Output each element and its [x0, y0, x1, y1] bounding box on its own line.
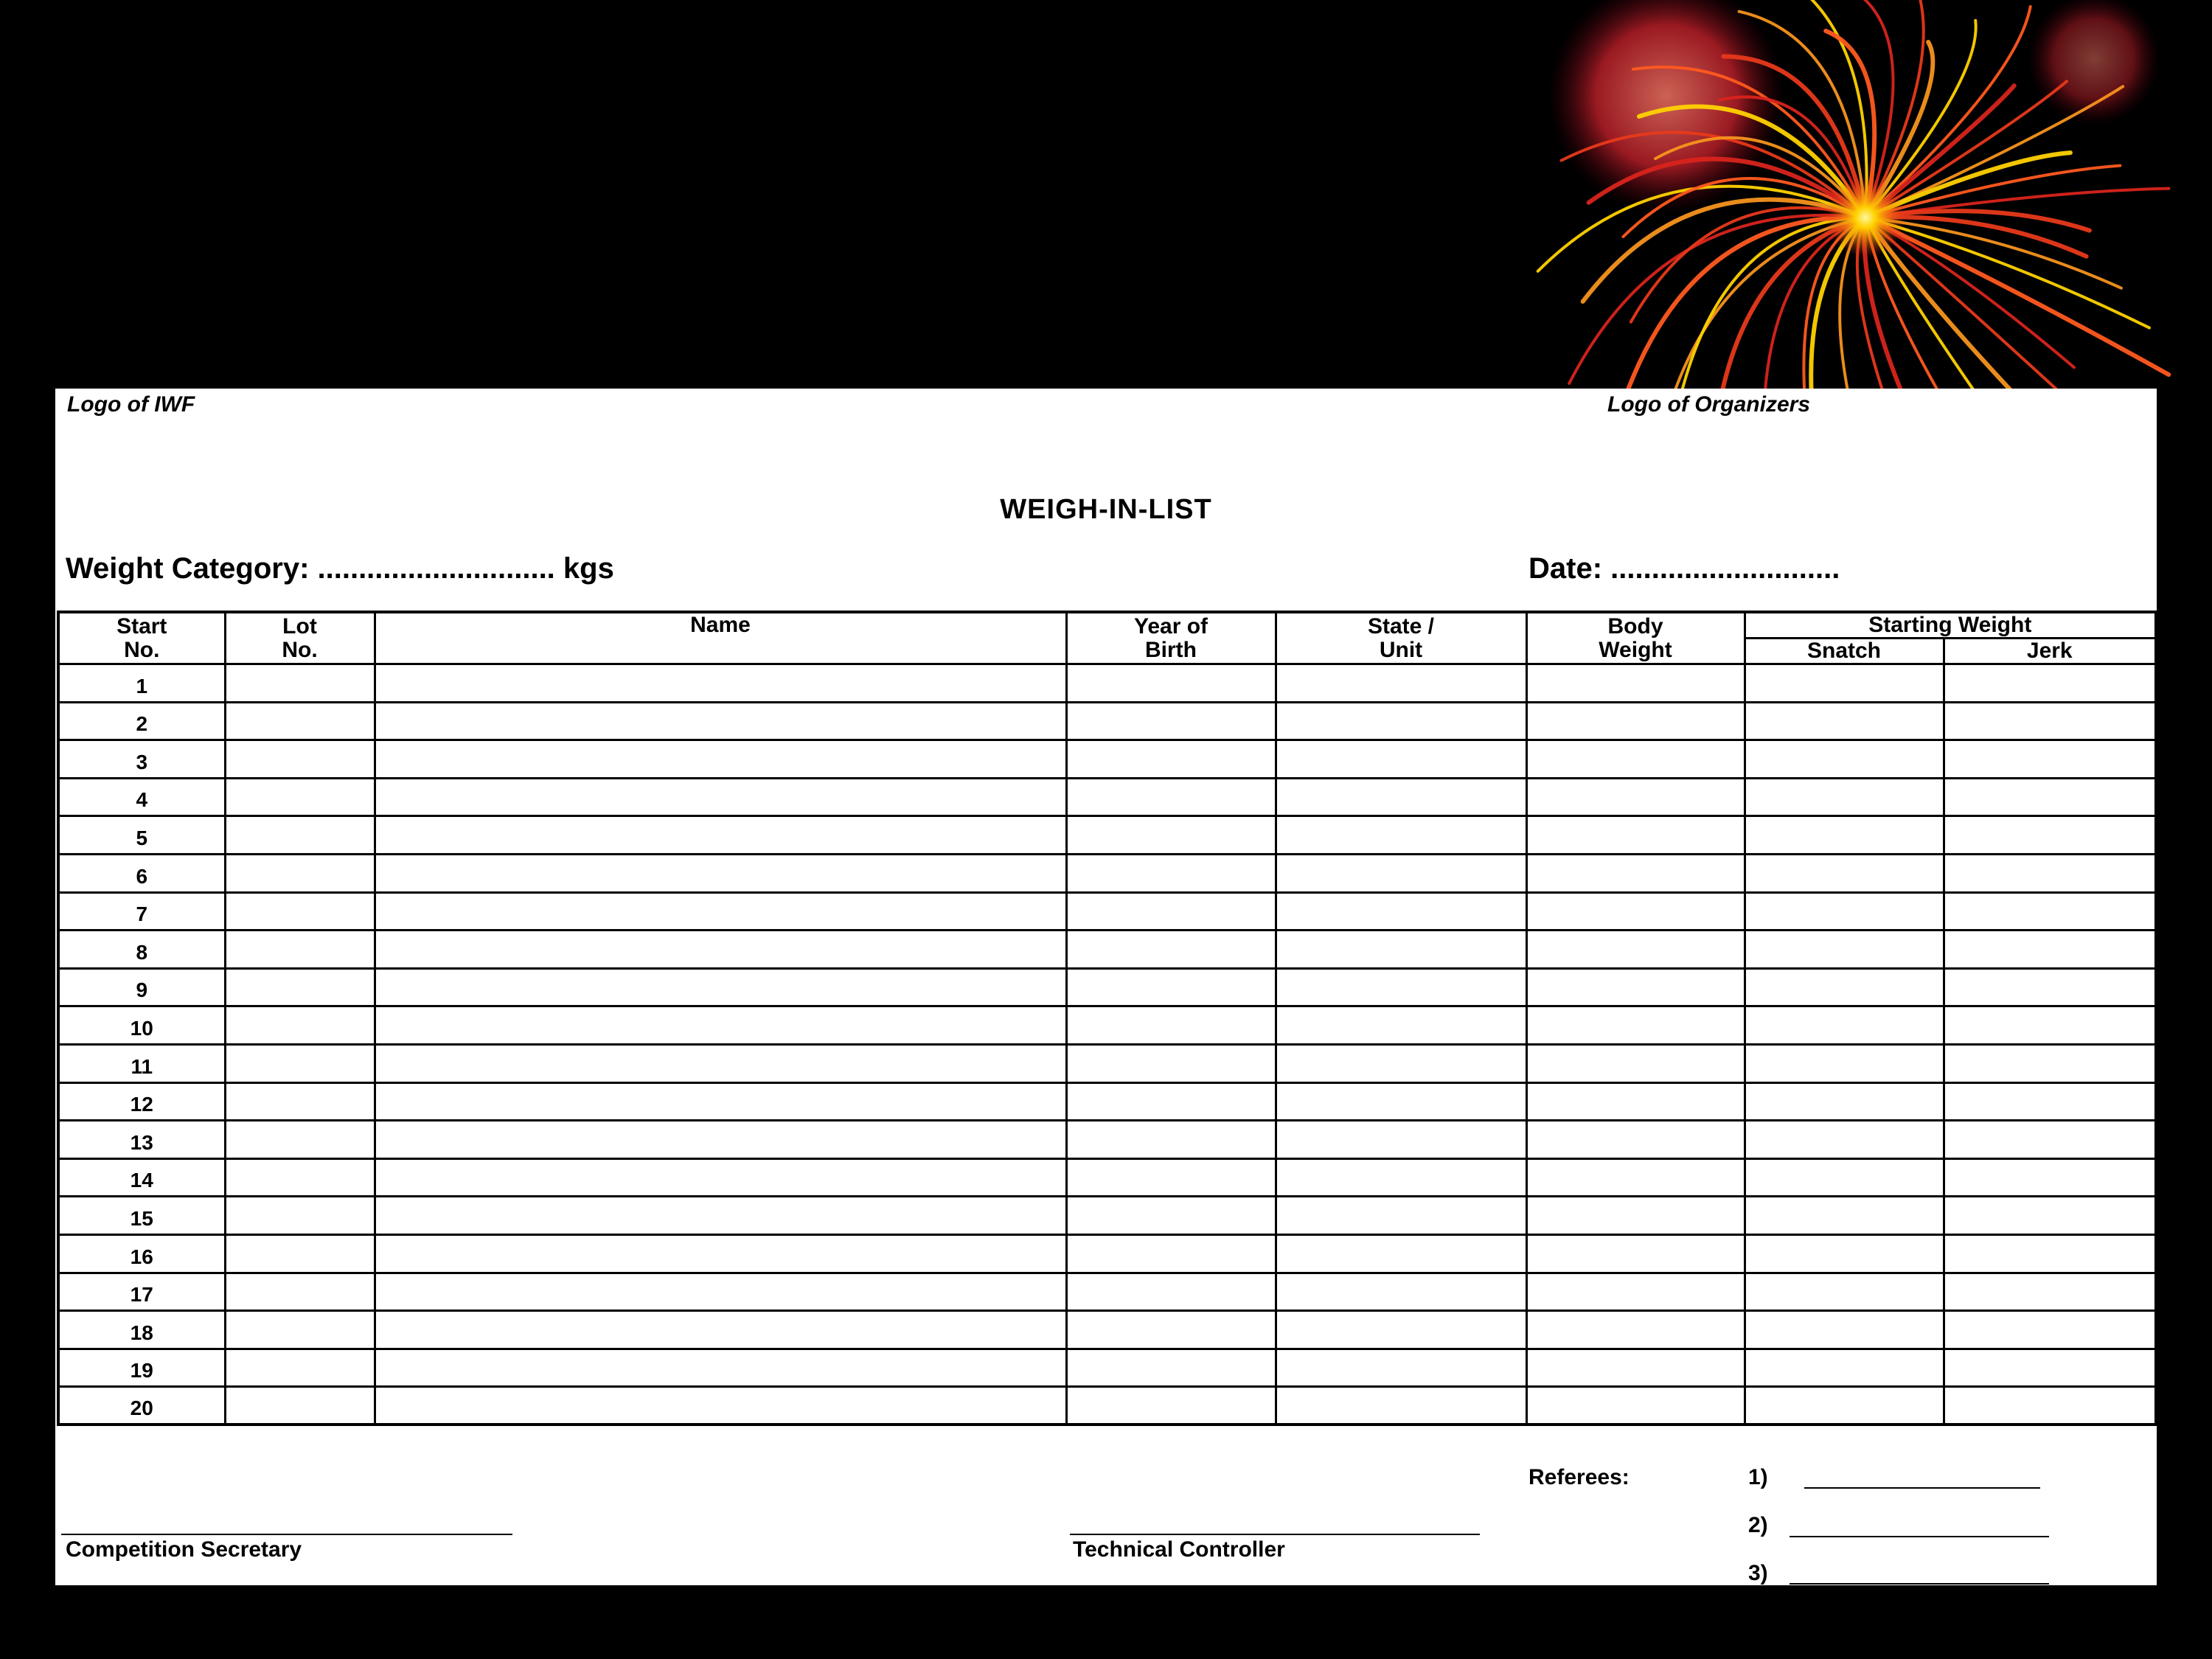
lot-no-cell: [225, 1121, 375, 1159]
header-name-label: Name: [690, 613, 751, 637]
table-row: [58, 1082, 2156, 1121]
name-cell: [375, 664, 1066, 703]
body-weight-cell: [1526, 740, 1745, 779]
state-unit-cell: [1276, 1349, 1526, 1387]
jerk-cell: [1944, 740, 2156, 779]
body-weight-cell: [1526, 1082, 1745, 1121]
snatch-cell: [1745, 1158, 1944, 1197]
jerk-cell: [1944, 1082, 2156, 1121]
name-cell: [375, 1349, 1066, 1387]
table-row: [58, 1044, 2156, 1082]
start-no-cell: 6: [58, 854, 225, 892]
state-unit-cell: [1276, 1082, 1526, 1121]
referee-3-signature-line: [1790, 1583, 2049, 1585]
state-unit-cell: [1276, 1121, 1526, 1159]
header-year-line1: Year of: [1133, 613, 1208, 639]
body-weight-cell: [1526, 1387, 1745, 1425]
weigh-in-table-body: [58, 664, 2156, 1425]
table-row: [58, 778, 2156, 816]
year-of-birth-cell: [1066, 1044, 1276, 1082]
body-weight-cell: [1526, 816, 1745, 855]
header-year-line2: Birth: [1145, 637, 1197, 662]
start-no-cell: 9: [58, 968, 225, 1006]
lot-no-cell: [225, 1234, 375, 1273]
state-unit-cell: [1276, 1311, 1526, 1349]
name-cell: [375, 1121, 1066, 1159]
logo-iwf-label: Logo of IWF: [67, 392, 195, 417]
body-weight-cell: [1526, 1158, 1745, 1197]
year-of-birth-cell: [1066, 854, 1276, 892]
lot-no-cell: [225, 778, 375, 816]
firework-core: [1825, 177, 1906, 258]
sheet-title: WEIGH-IN-LIST: [1000, 494, 1212, 525]
name-cell: [375, 1044, 1066, 1082]
body-weight-cell: [1526, 1197, 1745, 1235]
jerk-cell: [1944, 1121, 2156, 1159]
state-unit-cell: [1276, 1044, 1526, 1082]
year-of-birth-cell: [1066, 816, 1276, 855]
header-body-line1: Body: [1607, 613, 1663, 639]
name-cell: [375, 968, 1066, 1006]
year-of-birth-cell: [1066, 1158, 1276, 1197]
state-unit-cell: [1276, 702, 1526, 740]
logo-organizers-label: Logo of Organizers: [1607, 392, 1811, 417]
name-cell: [375, 931, 1066, 969]
lot-no-cell: [225, 1311, 375, 1349]
body-weight-cell: [1526, 892, 1745, 931]
snatch-cell: [1745, 1273, 1944, 1311]
lot-no-cell: [225, 1158, 375, 1197]
lot-no-cell: [225, 854, 375, 892]
snatch-cell: [1745, 1121, 1944, 1159]
jerk-cell: [1944, 1044, 2156, 1082]
header-starting-weight: Starting Weight: [1745, 612, 2156, 639]
start-no-cell: 2: [58, 702, 225, 740]
year-of-birth-cell: [1066, 1082, 1276, 1121]
jerk-cell: [1944, 1311, 2156, 1349]
lot-no-cell: [225, 892, 375, 931]
header-start-no-line1: Start: [116, 613, 167, 639]
jerk-cell: [1944, 664, 2156, 703]
header-lot-no: [225, 612, 375, 664]
lot-no-cell: [225, 931, 375, 969]
competition-secretary-signature-line: [61, 1534, 512, 1535]
snatch-cell: [1745, 740, 1944, 779]
start-no-cell: 17: [58, 1273, 225, 1311]
state-unit-cell: [1276, 1006, 1526, 1045]
table-row: [58, 1273, 2156, 1311]
lot-no-cell: [225, 1082, 375, 1121]
jerk-cell: [1944, 892, 2156, 931]
table-row: [58, 1158, 2156, 1197]
name-cell: [375, 816, 1066, 855]
start-no-cell: 5: [58, 816, 225, 855]
snatch-cell: [1745, 1006, 1944, 1045]
year-of-birth-cell: [1066, 1387, 1276, 1425]
referee-1-signature-line: [1804, 1487, 2040, 1489]
state-unit-cell: [1276, 1197, 1526, 1235]
weigh-in-sheet: [55, 389, 2157, 1585]
state-unit-cell: [1276, 1234, 1526, 1273]
snatch-cell: [1745, 1311, 1944, 1349]
year-of-birth-cell: [1066, 968, 1276, 1006]
table-row: [58, 702, 2156, 740]
year-of-birth-cell: [1066, 1311, 1276, 1349]
referee-3-label: 3): [1748, 1561, 1768, 1585]
weight-category-field: Weight Category: ............................. kgs: [66, 552, 614, 585]
snatch-cell: [1745, 968, 1944, 1006]
year-of-birth-cell: [1066, 740, 1276, 779]
technical-controller-signature-line: [1070, 1534, 1480, 1535]
body-weight-cell: [1526, 1273, 1745, 1311]
jerk-cell: [1944, 702, 2156, 740]
jerk-cell: [1944, 1006, 2156, 1045]
lot-no-cell: [225, 664, 375, 703]
lot-no-cell: [225, 1273, 375, 1311]
referee-1-label: 1): [1748, 1465, 1768, 1489]
table-row: [58, 854, 2156, 892]
start-no-cell: 18: [58, 1311, 225, 1349]
header-jerk: Jerk: [1944, 639, 2156, 664]
name-cell: [375, 1082, 1066, 1121]
snatch-cell: [1745, 1234, 1944, 1273]
firework-ray: [1625, 218, 1865, 397]
year-of-birth-cell: [1066, 702, 1276, 740]
lot-no-cell: [225, 702, 375, 740]
snatch-cell: [1745, 931, 1944, 969]
body-weight-cell: [1526, 931, 1745, 969]
lot-no-cell: [225, 1387, 375, 1425]
start-no-cell: 14: [58, 1158, 225, 1197]
year-of-birth-cell: [1066, 1273, 1276, 1311]
year-of-birth-cell: [1066, 1234, 1276, 1273]
table-row: [58, 892, 2156, 931]
header-lot-no-line1: Lot: [282, 613, 317, 639]
table-row: [58, 1197, 2156, 1235]
header-name: [375, 612, 1066, 664]
table-row: [58, 968, 2156, 1006]
table-row: [58, 740, 2156, 779]
jerk-cell: [1944, 1158, 2156, 1197]
start-no-cell: 7: [58, 892, 225, 931]
start-no-cell: 10: [58, 1006, 225, 1045]
lot-no-cell: [225, 1197, 375, 1235]
snatch-cell: [1745, 1349, 1944, 1387]
snatch-cell: [1745, 892, 1944, 931]
state-unit-cell: [1276, 664, 1526, 703]
year-of-birth-cell: [1066, 1349, 1276, 1387]
jerk-cell: [1944, 778, 2156, 816]
state-unit-cell: [1276, 740, 1526, 779]
table-row: [58, 664, 2156, 703]
header-snatch: Snatch: [1745, 639, 1944, 664]
start-no-cell: 8: [58, 931, 225, 969]
name-cell: [375, 1387, 1066, 1425]
snatch-cell: [1745, 778, 1944, 816]
body-weight-cell: [1526, 1311, 1745, 1349]
body-weight-cell: [1526, 702, 1745, 740]
firework-glow-right: [2028, 0, 2160, 125]
body-weight-cell: [1526, 1121, 1745, 1159]
body-weight-cell: [1526, 854, 1745, 892]
state-unit-cell: [1276, 1273, 1526, 1311]
header-body-weight: [1526, 612, 1745, 664]
start-no-cell: 12: [58, 1082, 225, 1121]
table-row: [58, 1349, 2156, 1387]
state-unit-cell: [1276, 778, 1526, 816]
header-state-line1: State /: [1367, 613, 1435, 639]
name-cell: [375, 702, 1066, 740]
year-of-birth-cell: [1066, 892, 1276, 931]
name-cell: [375, 1158, 1066, 1197]
jerk-cell: [1944, 854, 2156, 892]
jerk-cell: [1944, 1387, 2156, 1425]
state-unit-cell: [1276, 816, 1526, 855]
snatch-cell: [1745, 1197, 1944, 1235]
jerk-cell: [1944, 816, 2156, 855]
table-row: [58, 1311, 2156, 1349]
date-field: Date: ............................: [1528, 552, 1840, 585]
state-unit-cell: [1276, 931, 1526, 969]
competition-secretary-label: Competition Secretary: [66, 1537, 302, 1562]
firework-glow-left: [1548, 0, 1784, 214]
jerk-cell: [1944, 1349, 2156, 1387]
name-cell: [375, 740, 1066, 779]
weigh-in-table: [57, 611, 2157, 1426]
body-weight-cell: [1526, 1234, 1745, 1273]
year-of-birth-cell: [1066, 1121, 1276, 1159]
body-weight-cell: [1526, 1044, 1745, 1082]
table-row: [58, 1234, 2156, 1273]
start-no-cell: 1: [58, 664, 225, 703]
start-no-cell: 16: [58, 1234, 225, 1273]
year-of-birth-cell: [1066, 778, 1276, 816]
body-weight-cell: [1526, 1006, 1745, 1045]
lot-no-cell: [225, 740, 375, 779]
snatch-cell: [1745, 1387, 1944, 1425]
year-of-birth-cell: [1066, 931, 1276, 969]
jerk-cell: [1944, 1273, 2156, 1311]
table-row: [58, 1121, 2156, 1159]
technical-controller-label: Technical Controller: [1073, 1537, 1285, 1562]
header-state-unit: [1276, 612, 1526, 664]
name-cell: [375, 1006, 1066, 1045]
body-weight-cell: [1526, 664, 1745, 703]
referee-2-signature-line: [1790, 1536, 2049, 1537]
table-row: [58, 816, 2156, 855]
header-lot-no-line2: No.: [282, 637, 318, 662]
body-weight-cell: [1526, 968, 1745, 1006]
referees-label: Referees:: [1528, 1465, 1630, 1489]
state-unit-cell: [1276, 1158, 1526, 1197]
year-of-birth-cell: [1066, 1006, 1276, 1045]
year-of-birth-cell: [1066, 1197, 1276, 1235]
header-start-no-line2: No.: [124, 637, 160, 662]
jerk-cell: [1944, 1197, 2156, 1235]
header-state-line2: Unit: [1379, 637, 1423, 662]
state-unit-cell: [1276, 968, 1526, 1006]
table-row: [58, 931, 2156, 969]
state-unit-cell: [1276, 1387, 1526, 1425]
start-no-cell: 20: [58, 1387, 225, 1425]
body-weight-cell: [1526, 1349, 1745, 1387]
start-no-cell: 4: [58, 778, 225, 816]
name-cell: [375, 778, 1066, 816]
name-cell: [375, 892, 1066, 931]
snatch-cell: [1745, 1082, 1944, 1121]
jerk-cell: [1944, 968, 2156, 1006]
start-no-cell: 15: [58, 1197, 225, 1235]
snatch-cell: [1745, 1044, 1944, 1082]
name-cell: [375, 1311, 1066, 1349]
snatch-cell: [1745, 854, 1944, 892]
state-unit-cell: [1276, 854, 1526, 892]
start-no-cell: 13: [58, 1121, 225, 1159]
snatch-cell: [1745, 664, 1944, 703]
name-cell: [375, 1197, 1066, 1235]
header-body-line2: Weight: [1599, 637, 1672, 662]
header-year-of-birth: [1066, 612, 1276, 664]
jerk-cell: [1944, 1234, 2156, 1273]
lot-no-cell: [225, 1349, 375, 1387]
snatch-cell: [1745, 816, 1944, 855]
lot-no-cell: [225, 968, 375, 1006]
name-cell: [375, 1273, 1066, 1311]
start-no-cell: 3: [58, 740, 225, 779]
jerk-cell: [1944, 931, 2156, 969]
lot-no-cell: [225, 816, 375, 855]
snatch-cell: [1745, 702, 1944, 740]
year-of-birth-cell: [1066, 664, 1276, 703]
name-cell: [375, 1234, 1066, 1273]
lot-no-cell: [225, 1044, 375, 1082]
start-no-cell: 11: [58, 1044, 225, 1082]
state-unit-cell: [1276, 892, 1526, 931]
header-start-no: [58, 612, 225, 664]
start-no-cell: 19: [58, 1349, 225, 1387]
table-row: [58, 1387, 2156, 1425]
lot-no-cell: [225, 1006, 375, 1045]
name-cell: [375, 854, 1066, 892]
body-weight-cell: [1526, 778, 1745, 816]
referee-2-label: 2): [1748, 1513, 1768, 1537]
table-row: [58, 1006, 2156, 1045]
